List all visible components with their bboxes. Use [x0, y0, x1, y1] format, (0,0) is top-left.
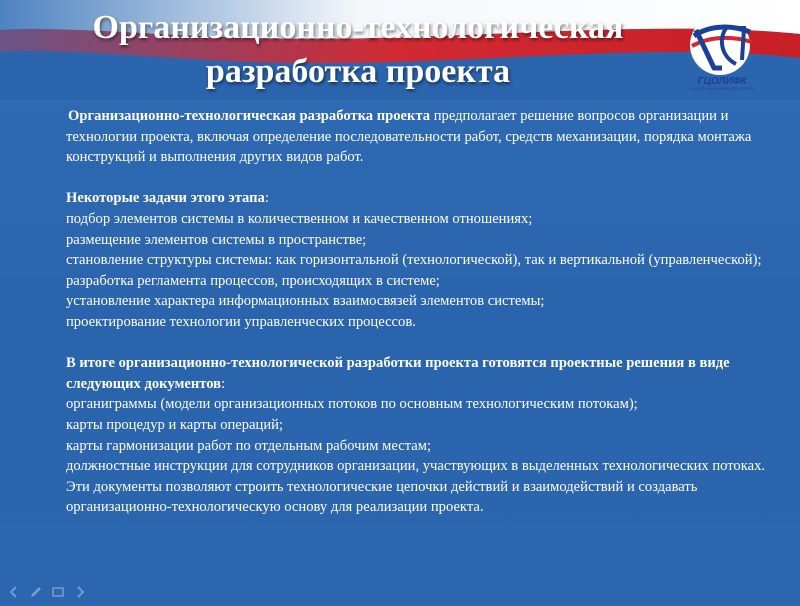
task-item: установление характера информационных взаимосвязей элементов системы; — [66, 293, 545, 310]
previous-slide-button[interactable] — [6, 584, 22, 600]
task-item: размещение элементов системы в пространстве; — [66, 231, 367, 248]
slide-menu-button[interactable] — [50, 584, 66, 600]
document-item: органиграммы (модели организационных потоков по основным технологическим потокам); — [66, 396, 638, 413]
intro-bold: Организационно-технологическая разработка проекта — [68, 108, 431, 124]
menu-icon — [51, 585, 65, 599]
slide-title-line2: разработка проекта — [205, 53, 511, 90]
tasks-heading-colon: : — [264, 190, 269, 207]
slideshow-toolbar — [6, 584, 88, 602]
conclusion-paragraph: Эти документы позволяют строить технологические цепочки действий и взаимодействий и создавать организационно-технологическую основу для реализации проекта. — [66, 478, 698, 516]
task-item: становление структуры системы: как горизонтальной (технологической), так и вертикальной (управленческой); — [66, 252, 762, 269]
slide-title — [0, 6, 716, 94]
task-item: разработка регламента процессов, происходящих в системе; — [66, 272, 440, 289]
tasks-heading-line — [66, 188, 778, 209]
slide-body — [66, 106, 778, 518]
logo-caption — [682, 76, 762, 91]
pen-icon — [29, 585, 43, 599]
logo-subtitle: РОССИЙСКИЙ УНИВЕРСИТЕТ СПОРТА — [690, 87, 754, 91]
intro-text: предполагает решение вопросов организации и технологии проекта, включая определение последовательности работ, средств механизации, порядка монтажа конструкций и выполнения других видов работ. — [66, 108, 752, 166]
task-item: проектирование технологии управленческих процессов. — [66, 313, 416, 330]
pen-tool-button[interactable] — [28, 584, 44, 600]
document-item: карты процедур и карты операций; — [66, 416, 284, 433]
logo-name: ГЦОЛИФК — [697, 76, 747, 87]
arrow-left-icon — [7, 585, 21, 599]
next-slide-button[interactable] — [72, 584, 88, 600]
document-item: карты гармонизации работ по отдельным рабочим местам; — [66, 437, 432, 454]
result-heading: В итоге организационно-технологической разработки проекта готовятся проектные решения в виде следующих документов — [66, 355, 730, 392]
task-item: подбор элементов системы в количественном и качественном отношениях; — [66, 210, 533, 227]
result-heading-line — [66, 353, 778, 394]
university-logo — [684, 10, 758, 80]
slide-title-line1: Организационно-технологическая — [92, 9, 624, 46]
arrow-right-icon — [73, 585, 87, 599]
tasks-heading: Некоторые задачи этого этапа — [66, 190, 265, 207]
intro-paragraph — [66, 106, 778, 168]
document-item: должностные инструкции для сотрудников организации, участвующих в выделенных технологических потоках. — [66, 458, 766, 475]
result-heading-colon: : — [221, 375, 226, 392]
